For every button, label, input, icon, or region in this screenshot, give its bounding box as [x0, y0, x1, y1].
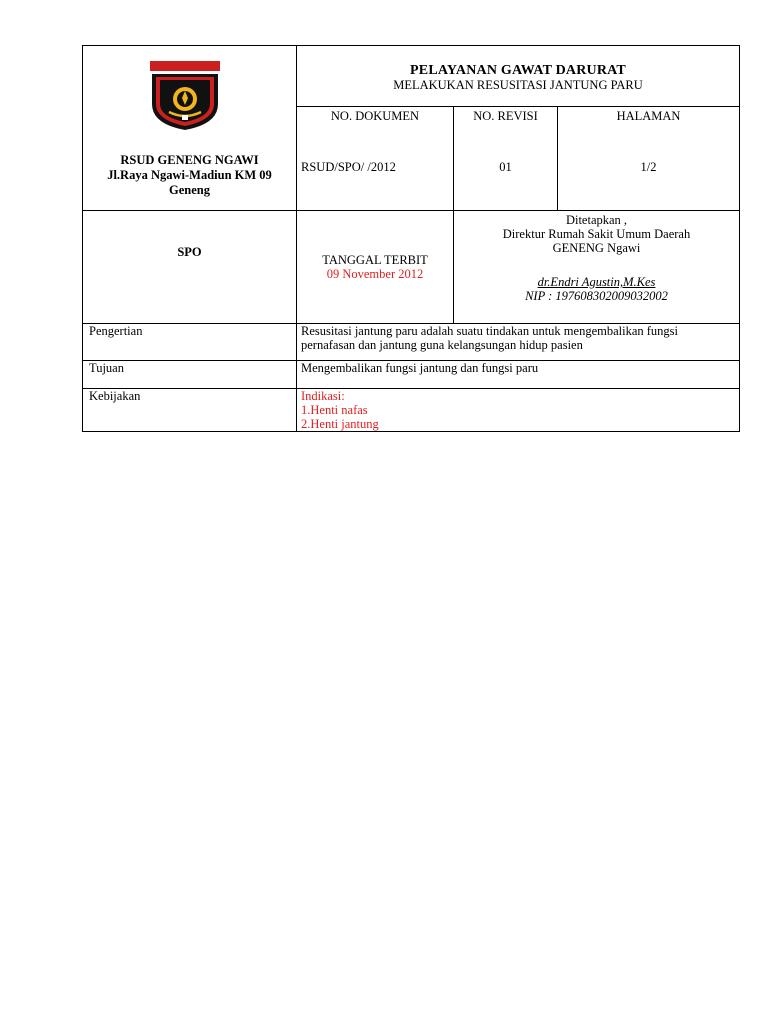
page-label: HALAMAN	[616, 109, 681, 123]
pengertian-text: Resusitasi jantung paru adalah suatu tindakan untuk mengembalikan fungsi pernafasan dan jantung guna kelangsungan hidup pasien	[297, 324, 740, 361]
director-title-line1: Direktur Rumah Sakit Umum Daerah	[502, 227, 691, 241]
doc-number-cell	[297, 107, 454, 211]
issue-date-cell	[297, 211, 454, 324]
page-value: 1/2	[640, 160, 657, 174]
signer-nip: NIP : 197608302009032002	[525, 289, 668, 303]
document-title-cell	[297, 46, 740, 107]
spo-cell	[83, 211, 297, 324]
revision-cell	[454, 107, 558, 211]
table-row	[83, 389, 740, 432]
tujuan-text: Mengembalikan fungsi jantung dan fungsi paru	[297, 361, 740, 389]
revision-value: 01	[499, 160, 512, 174]
spo-label: SPO	[177, 245, 202, 259]
spo-document-table	[82, 45, 740, 432]
issue-date-value: 09 November 2012	[326, 267, 424, 281]
doc-number-value: RSUD/SPO/ /2012	[301, 160, 396, 174]
hospital-logo	[149, 60, 221, 132]
hospital-name: RSUD GENENG NGAWI	[120, 153, 259, 167]
kebijakan-content	[297, 389, 740, 432]
hospital-address-line1: Jl.Raya Ngawi-Madiun KM 09	[107, 168, 272, 182]
issue-date-label: TANGGAL TERBIT	[322, 253, 428, 267]
approval-cell	[454, 211, 740, 324]
page-cell	[558, 107, 740, 211]
kebijakan-heading: Indikasi:	[301, 389, 345, 403]
document-title: PELAYANAN GAWAT DARURAT	[410, 63, 626, 78]
hospital-address-line2: Geneng	[169, 183, 210, 197]
signer-name: dr.Endri Agustin,M.Kes	[537, 275, 656, 289]
pengertian-label: Pengertian	[83, 324, 297, 361]
tujuan-label: Tujuan	[83, 361, 297, 389]
doc-number-label: NO. DOKUMEN	[330, 109, 420, 123]
hospital-identity	[83, 153, 296, 198]
revision-label: NO. REVISI	[473, 109, 538, 123]
kebijakan-label: Kebijakan	[83, 389, 297, 432]
hospital-header-cell	[83, 46, 297, 211]
document-subtitle: MELAKUKAN RESUSITASI JANTUNG PARU	[393, 78, 643, 92]
list-item: 2.Henti jantung	[301, 417, 379, 431]
established-label: Ditetapkan ,	[565, 213, 628, 227]
director-title-line2: GENENG Ngawi	[552, 241, 641, 255]
table-row	[83, 361, 740, 389]
table-row	[83, 324, 740, 361]
list-item: 1.Henti nafas	[301, 403, 368, 417]
